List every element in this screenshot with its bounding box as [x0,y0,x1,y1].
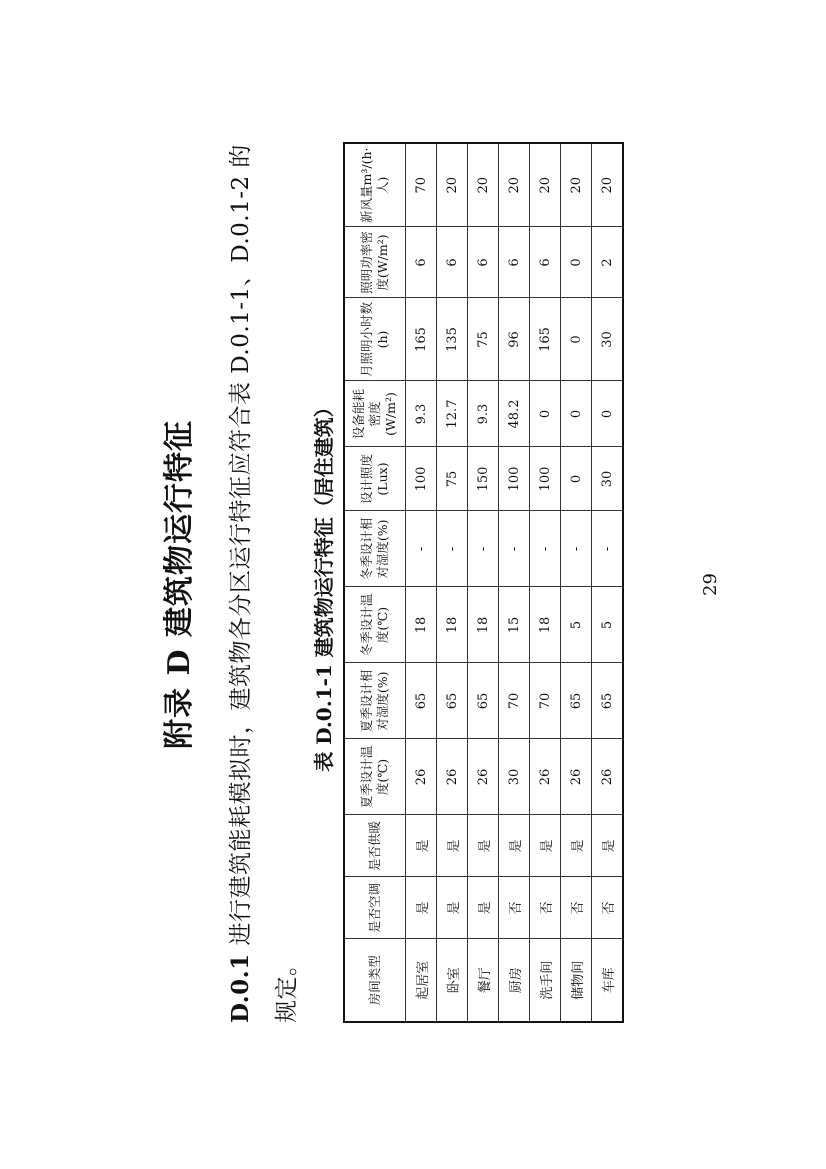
page-number: 29 [700,573,721,596]
table-cell: 9.3 [468,381,499,447]
table-cell: 75 [468,298,499,381]
room-type-cell: 卧室 [437,939,468,1022]
column-header: 设计照度(Lux) [344,447,406,511]
table-cell: 是 [437,815,468,877]
table-cell: 26 [561,739,592,815]
table-cell: 5 [561,587,592,663]
table-cell: 135 [437,298,468,381]
clause-text: 进行建筑能耗模拟时，建筑物各分区运行特征应符合表 D.0.1-1、D.0.1-2 的规定。 [228,144,300,1023]
table-cell: 0 [561,447,592,511]
table-cell: 26 [468,739,499,815]
table-cell: 100 [406,447,437,511]
table-cell: 6 [499,227,530,298]
table-cell: 12.7 [437,381,468,447]
table-cell: - [530,511,561,587]
table-cell: 是 [499,815,530,877]
table-cell: 26 [406,739,437,815]
table-row [499,143,530,1022]
table-cell: 0 [530,381,561,447]
table-cell: 20 [561,143,592,227]
table-cell: 65 [406,663,437,739]
table-cell: 100 [499,447,530,511]
table-row [592,143,624,1022]
table-cell: 6 [530,227,561,298]
column-header: 房间类型 [344,939,406,1022]
column-header: 冬季设计温度(℃) [344,587,406,663]
table-cell: - [499,511,530,587]
table-row [530,143,561,1022]
table-header-row [344,143,406,1022]
table-cell: - [561,511,592,587]
column-header: 设备能耗密度(W/m²) [344,381,406,447]
column-header: 新风量m³/(h·人) [344,143,406,227]
table-row [406,143,437,1022]
column-header: 夏季设计温度(℃) [344,739,406,815]
table-cell: 18 [468,587,499,663]
table-cell: 2 [592,227,624,298]
appendix-title: 附录 D 建筑物运行特征 [162,420,197,749]
column-header: 是否空调 [344,877,406,939]
table-cell: 是 [468,877,499,939]
table-cell: 20 [437,143,468,227]
table-cell: 是 [406,877,437,939]
operation-characteristics-table [343,142,624,1023]
table-cell: 20 [592,143,624,227]
table-cell: 18 [530,587,561,663]
table-cell: 30 [592,298,624,381]
table-cell: 6 [437,227,468,298]
table-cell: - [437,511,468,587]
table-cell: 165 [530,298,561,381]
table-cell: 75 [437,447,468,511]
table-cell: 96 [499,298,530,381]
table-cell: 30 [592,447,624,511]
table-cell: 150 [468,447,499,511]
table-cell: 65 [561,663,592,739]
table-cell: 是 [530,815,561,877]
table-cell: 是 [561,815,592,877]
table-cell: 是 [468,815,499,877]
table-cell: - [592,511,624,587]
table-cell: 6 [406,227,437,298]
room-type-cell: 储物间 [561,939,592,1022]
table-cell: 0 [561,227,592,298]
table-cell: 15 [499,587,530,663]
clause-number: D.0.1 [227,953,254,1023]
column-header: 是否供暖 [344,815,406,877]
table-cell: 70 [530,663,561,739]
column-header: 夏季设计相对湿度(%) [344,663,406,739]
room-type-cell: 起居室 [406,939,437,1022]
table-cell: - [406,511,437,587]
table-cell: 70 [406,143,437,227]
table-cell: 否 [592,877,624,939]
table-cell: 65 [592,663,624,739]
table-cell: 18 [406,587,437,663]
table-cell: - [468,511,499,587]
table-cell: 20 [468,143,499,227]
table-cell: 6 [468,227,499,298]
room-type-cell: 厨房 [499,939,530,1022]
table-cell: 26 [530,739,561,815]
clause-paragraph [218,123,310,1023]
table-cell: 18 [437,587,468,663]
table-cell: 65 [437,663,468,739]
table-row [437,143,468,1022]
table-cell: 0 [561,298,592,381]
table-cell: 165 [406,298,437,381]
table-cell: 70 [499,663,530,739]
table-cell: 5 [592,587,624,663]
table-row [561,143,592,1022]
table-cell: 0 [561,381,592,447]
table-cell: 0 [592,381,624,447]
column-header: 照明功率密度(W/m²) [344,227,406,298]
column-header: 月照明小时数(h) [344,298,406,381]
table-cell: 否 [561,877,592,939]
table-cell: 否 [530,877,561,939]
table-row [468,143,499,1022]
table-cell: 48.2 [499,381,530,447]
table-caption: 表 D.0.1-1 建筑物运行特征（居住建筑） [312,397,336,772]
table-cell: 是 [592,815,624,877]
room-type-cell: 洗手间 [530,939,561,1022]
table-cell: 26 [592,739,624,815]
table-cell: 20 [530,143,561,227]
table-cell: 是 [437,877,468,939]
table-cell: 9.3 [406,381,437,447]
table-cell: 26 [437,739,468,815]
room-type-cell: 车库 [592,939,624,1022]
room-type-cell: 餐厅 [468,939,499,1022]
column-header: 冬季设计相对湿度(%) [344,511,406,587]
table-cell: 65 [468,663,499,739]
table-cell: 否 [499,877,530,939]
table-cell: 100 [530,447,561,511]
table-cell: 20 [499,143,530,227]
table-cell: 30 [499,739,530,815]
table-cell: 是 [406,815,437,877]
